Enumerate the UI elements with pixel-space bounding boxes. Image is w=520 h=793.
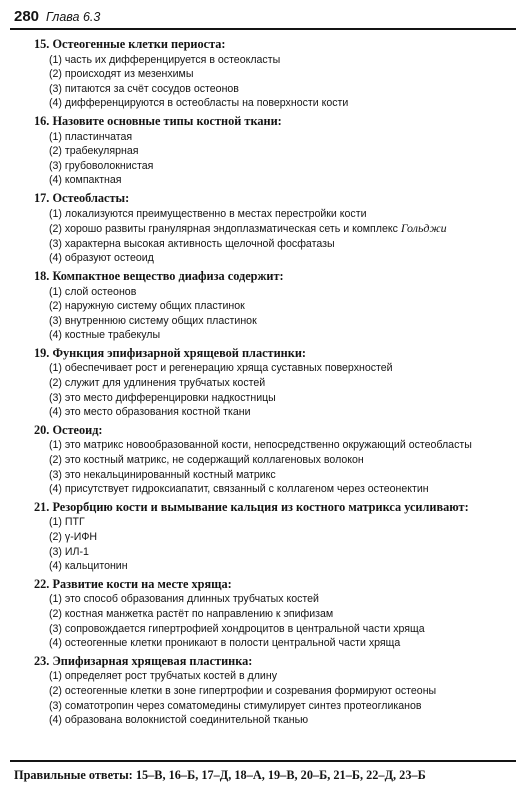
question-title: 23. Эпифизарная хрящевая пластинка: — [34, 653, 253, 668]
answer-option-text: (1) определяет рост трубчатых костей в длину — [49, 670, 277, 683]
header-divider — [10, 28, 516, 30]
answer-option-text: (4) костные трабекулы — [49, 329, 161, 342]
footer-divider — [10, 760, 516, 762]
question-title: 18. Компактное вещество диафиза содержит: — [34, 268, 284, 283]
answer-option — [49, 285, 514, 300]
answer-option-text: (4) компактная — [49, 174, 122, 187]
question-block — [34, 423, 514, 497]
answer-options — [34, 515, 514, 573]
answer-option — [49, 607, 514, 622]
answer-options — [34, 361, 514, 419]
answer-option — [49, 130, 514, 145]
answer-option — [49, 376, 514, 391]
question-block — [34, 500, 514, 574]
answer-option — [49, 328, 514, 343]
answer-option — [49, 173, 514, 188]
answer-option — [49, 636, 514, 651]
answer-option-text: (1) локализуются преимущественно в местах перестройки кости — [49, 207, 367, 220]
answer-option-text: (3) внутреннюю систему общих пластинок — [49, 314, 257, 327]
answer-option-text: (3) это место дифференцировки надкостницы — [49, 391, 276, 404]
answer-option-text: (1) слой остеонов — [49, 285, 137, 298]
answer-option-text: (2) это костный матрикс, не содержащий коллагеновых волокон — [49, 454, 364, 467]
answer-option — [49, 237, 514, 252]
question-title: 19. Функция эпифизарной хрящевой пластинки: — [34, 345, 307, 360]
answer-option — [49, 453, 514, 468]
answer-option — [49, 207, 514, 222]
answer-option — [49, 391, 514, 406]
question-block — [34, 346, 514, 420]
question-block — [34, 191, 514, 266]
answer-options — [34, 207, 514, 266]
answer-option — [49, 515, 514, 530]
answer-option — [49, 53, 514, 68]
answer-option — [49, 314, 514, 329]
question-block — [34, 269, 514, 343]
answer-option-text: (3) это некальцинированный костный матрикс — [49, 468, 276, 481]
question-block — [34, 654, 514, 728]
answer-option-text: (3) характерна высокая активность щелочной фосфатазы — [49, 237, 335, 250]
question-title: 20. Остеоид: — [34, 422, 103, 437]
question-title: 22. Развитие кости на месте хряща: — [34, 576, 232, 591]
page-number: 280 — [14, 8, 40, 25]
question-title: 21. Резорбцию кости и вымывание кальция из костного матрикса усиливают: — [34, 499, 469, 514]
answer-option-text: (2) происходят из мезенхимы — [49, 68, 194, 81]
answer-option-text: (4) образована волокнистой соединительной тканью — [49, 714, 309, 727]
answer-option — [49, 684, 514, 699]
answer-option-text: (2) наружную систему общих пластинок — [49, 300, 245, 313]
answer-option — [49, 144, 514, 159]
answer-option — [49, 713, 514, 728]
page-header — [14, 8, 100, 30]
answer-option — [49, 438, 514, 453]
answer-option-text: (1) ПТГ — [49, 516, 85, 529]
answer-option — [49, 361, 514, 376]
answer-option-text: (4) это место образования костной ткани — [49, 406, 251, 419]
question-title: 16. Назовите основные типы костной ткани: — [34, 113, 282, 128]
answer-option-text: (2) костная манжетка растёт по направлению к эпифизам — [49, 607, 334, 620]
answer-options — [34, 592, 514, 650]
answer-option — [49, 482, 514, 497]
chapter-title: Глава 6.3 — [46, 10, 101, 24]
answer-option-text: (2) γ-ИФН — [49, 531, 98, 543]
answer-option-text: (2) трабекулярная — [49, 145, 139, 158]
answer-option — [49, 82, 514, 97]
answer-option-text: (4) дифференцируются в остеобласты на поверхности кости — [49, 97, 349, 110]
answer-options — [34, 130, 514, 188]
answer-option-text: (2) остеогенные клетки в зоне гипертрофии и созревания формируют остеоны — [49, 684, 437, 697]
answer-option-text: (2) служит для удлинения трубчатых костей — [49, 377, 266, 390]
answer-option — [49, 405, 514, 420]
question-block — [34, 114, 514, 188]
answer-option-text: (4) присутствует гидроксиапатит, связанный с коллагеном через остеонектин — [49, 483, 429, 496]
answer-option — [49, 622, 514, 637]
answer-options — [34, 438, 514, 496]
answer-option-text: (3) соматотропин через соматомедины стимулирует синтез протеогликанов — [49, 699, 422, 712]
answer-option-text: (1) это способ образования длинных трубчатых костей — [49, 593, 319, 606]
answer-option — [49, 669, 514, 684]
answer-options — [34, 285, 514, 343]
answer-option — [49, 159, 514, 174]
answer-option-text: (1) пластинчатая — [49, 130, 133, 143]
question-list — [34, 37, 514, 731]
answer-option-text: (3) питаются за счёт сосудов остеонов — [49, 82, 239, 95]
answer-option — [49, 67, 514, 82]
answer-option — [49, 251, 514, 266]
answer-option-text: (3) сопровождается гипертрофией хондроцитов в центральной части хряща — [49, 622, 425, 635]
question-block — [34, 37, 514, 111]
answer-option-text: (1) это матрикс новообразованной кости, непосредственно окружающий остеобласты — [49, 439, 472, 452]
answer-option — [49, 96, 514, 111]
answer-option-text: (4) образуют остеоид — [49, 252, 154, 265]
answer-option-text: (1) часть их дифференцируется в остеокласты — [49, 53, 281, 66]
answer-option-text: (1) обеспечивает рост и регенерацию хряща суставных поверхностей — [49, 362, 393, 375]
answer-option — [49, 545, 514, 560]
answer-option — [49, 559, 514, 574]
answer-option — [49, 699, 514, 714]
answer-options — [34, 53, 514, 111]
question-title: 17. Остеобласты: — [34, 190, 130, 205]
correct-answers: Правильные ответы: 15–В, 16–Б, 17–Д, 18–А, 19–В, 20–Б, 21–Б, 22–Д, 23–Б — [14, 768, 426, 782]
italic-term: Гольджи — [400, 221, 447, 236]
answer-option-text: (4) остеогенные клетки проникают в полости центральной части хряща — [49, 637, 401, 650]
answer-option — [49, 592, 514, 607]
answer-option — [49, 468, 514, 483]
question-title: 15. Остеогенные клетки периоста: — [34, 37, 226, 51]
answer-option-text: (3) грубоволокнистая — [49, 159, 154, 172]
answer-option-text: (3) ИЛ-1 — [49, 545, 89, 558]
answer-option-text: (4) кальцитонин — [49, 560, 128, 573]
answer-option — [49, 530, 514, 545]
answer-option — [49, 221, 514, 237]
answer-options — [34, 669, 514, 727]
question-block — [34, 577, 514, 651]
answer-option-text: (2) хорошо развиты гранулярная эндоплазматическая сеть и комплекс — [49, 223, 401, 236]
answer-option — [49, 299, 514, 314]
